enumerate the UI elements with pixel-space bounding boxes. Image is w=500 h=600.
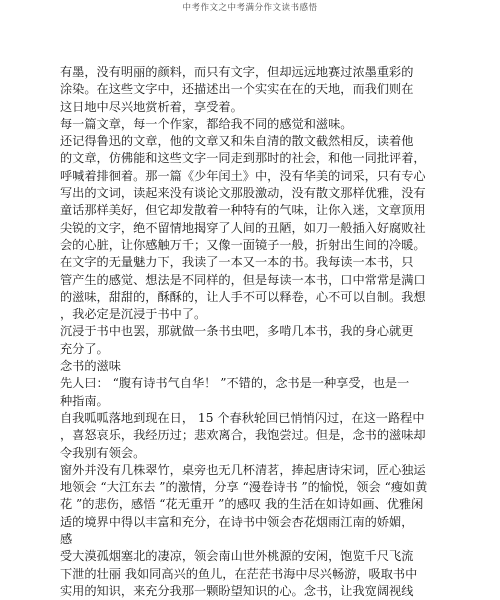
text-line: 受大漠孤烟塞北的凄凉，领会南山世外桃源的安闲，饱览千尺飞流 <box>60 549 414 564</box>
text-line: 在文字的无量魅力下，我读了一本又一本的书。我每读一本书，只 <box>60 255 414 270</box>
text-line: 童话那样美好，但它却发散着一种特有的气味，让你入迷，文章顶用 <box>60 203 426 218</box>
text-line: 的文章，仿佛能和这些文字一同走到那时的社会，和他一同批评着， <box>60 151 426 166</box>
paragraph <box>60 358 420 375</box>
text-line: 每一篇文章，每一个作家，都给我不同的感觉和滋味。 <box>60 116 353 131</box>
text-line: 先人曰： “腹有诗书气自华！ ”不错的，念书是一种享受，也是一 <box>60 376 410 391</box>
paragraph <box>60 254 426 323</box>
text-line: ，我必定是沉浸于书中了。 <box>60 307 207 322</box>
paragraph <box>60 410 426 462</box>
text-line: 窗外并没有几株翠竹，桌旁也无几杯清茗，捧起唐诗宋词，匠心独运 <box>60 462 426 477</box>
paragraph <box>60 375 420 410</box>
paragraph <box>60 64 420 116</box>
paragraph <box>60 116 420 133</box>
text-line: 呼喊着排徊着。那一篇《少年闰土》中，没有华美的词采，只有专心 <box>60 168 426 183</box>
paragraph <box>60 133 426 254</box>
text-line: 沉浸于书中也罢，那就做一条书虫吧，多啃几本书，我的身心就更 <box>60 324 414 339</box>
text-line: 的滋味，甜甜的，酥酥的，让人手不可以释卷，心不可以自制。我想 <box>60 289 426 304</box>
page-header <box>0 1 500 13</box>
text-line: 有墨，没有明丽的颜料，而只有文字，但却远远地赛过浓墨重彩的 <box>60 65 414 79</box>
paragraph <box>60 548 420 600</box>
text-line: 令我别有领会。 <box>60 445 146 460</box>
document-title: 中考作文之中考满分作文读书感悟 <box>182 3 318 13</box>
text-line: 这日地中尽兴地赏析着，享受着。 <box>60 99 243 114</box>
text-line: 地领会 “大江东去 ”的激情，分享 “漫卷诗书 ”的愉悦，领会 “瘦如黄 <box>60 480 428 495</box>
paragraph <box>60 323 420 358</box>
text-line: 实用的知识，来充分我那一颗盼望知识的心。念书，让我宽阔视线 <box>60 583 414 598</box>
text-line: 涂染。在这些文字中，还描述出一个实实在在的天地，而我们则在 <box>60 82 414 97</box>
document-body <box>60 64 428 600</box>
text-line: ，喜怒哀乐，我经历过；悲欢离合，我饱尝过。但是，念书的滋味却 <box>60 428 426 443</box>
text-line: 念书的滋味 <box>60 359 121 374</box>
paragraph <box>60 462 428 548</box>
text-line: 感 <box>60 532 73 547</box>
text-line: 适的境界中得以丰富和充分，在诗书中领会杏花烟雨江南的娇媚， <box>60 514 414 529</box>
text-line: 种指南。 <box>60 393 109 408</box>
text-line: 管产生的感觉、想法是不同样的，但是每读一本书，口中常常是满口 <box>60 272 426 287</box>
text-line: 充分了。 <box>60 341 109 356</box>
text-line: 自我呱呱落地到现在日， 15 个春秋轮回已悄悄闪过，在这一路程中 <box>60 410 425 425</box>
text-line: 会的心脏，让你感触万千；又像一面镜子一般，折射出生间的冷暖。 <box>60 237 426 252</box>
text-line: 下泄的壮丽 我如同高兴的鱼儿，在茫茫书海中尽兴畅游，吸取书中 <box>60 566 418 581</box>
text-line: 花 ”的悲伤，感悟 “花无重开 ”的感叹 我的生活在如诗如画、优雅闲 <box>60 497 424 512</box>
text-line: 还记得鲁迅的文章，他的文章又和朱自清的散文截然相反，读着他 <box>60 134 414 149</box>
text-line: 尖锐的文字，绝不留情地揭穿了人间的丑陋，如刀一般插入好腐败社 <box>60 220 426 235</box>
text-line: 写出的文词，读起来没有谈论文那股激动，没有散文那样优雅，没有 <box>60 186 426 201</box>
